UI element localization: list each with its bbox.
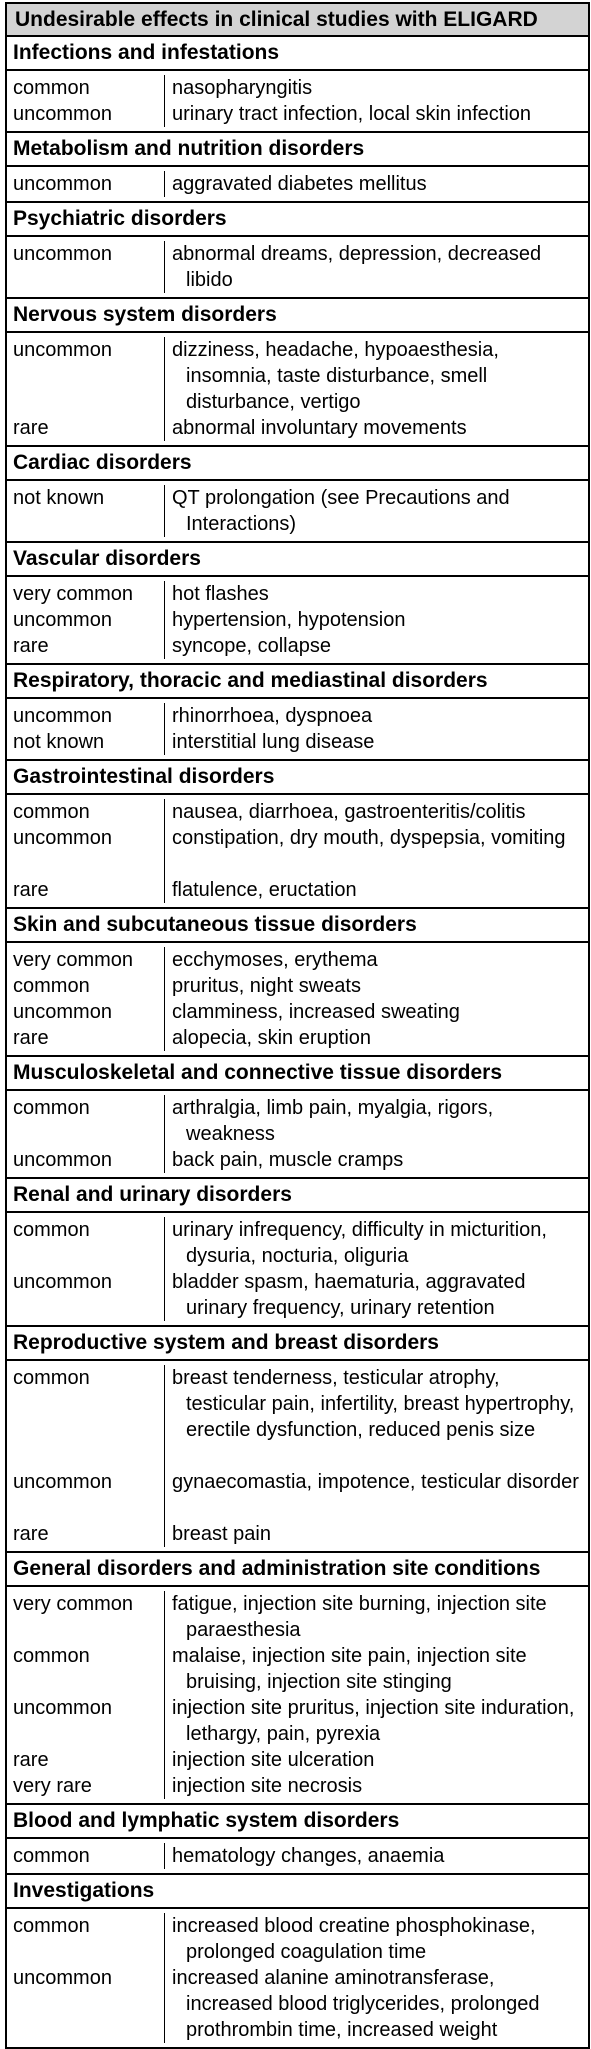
section-body <box>7 333 588 447</box>
effects-column <box>165 1217 588 1321</box>
effects-column <box>165 799 588 903</box>
effect-text: injection site necrosis <box>172 1775 363 1797</box>
section-body <box>7 1361 588 1553</box>
frequency-label: common <box>13 1367 90 1389</box>
section-heading: Musculoskeletal and connective tissue disorders <box>7 1057 588 1091</box>
frequency-label: not known <box>13 731 105 753</box>
section-body <box>7 71 588 133</box>
effect-text: bladder spasm, haematuria, aggravated urinary frequency, urinary retention <box>172 1271 526 1319</box>
frequency-column <box>7 485 165 537</box>
effects-column <box>165 75 588 127</box>
effects-column <box>165 1591 588 1799</box>
frequency-label: rare <box>13 635 49 657</box>
section-heading: Cardiac disorders <box>7 447 588 481</box>
frequency-label: uncommon <box>13 1149 112 1171</box>
frequency-label: very common <box>13 1593 134 1615</box>
effects-column <box>165 581 588 659</box>
section-heading: Nervous system disorders <box>7 299 588 333</box>
section-heading: Infections and infestations <box>7 37 588 71</box>
frequency-column <box>7 75 165 127</box>
sections-container <box>7 37 588 2047</box>
frequency-label: uncommon <box>13 339 112 361</box>
effect-text: interstitial lung disease <box>172 731 375 753</box>
section-heading: Gastrointestinal disorders <box>7 761 588 795</box>
section-body <box>7 943 588 1057</box>
effects-column <box>165 1095 588 1173</box>
section-body <box>7 795 588 909</box>
frequency-column <box>7 799 165 903</box>
frequency-label: very rare <box>13 1775 92 1797</box>
effect-text: pruritus, night sweats <box>172 975 361 997</box>
table-title: Undesirable effects in clinical studies with ELIGARD <box>7 4 588 37</box>
frequency-label: uncommon <box>13 827 112 849</box>
frequency-label: not known <box>13 487 105 509</box>
effect-text: breast tenderness, testicular atrophy, testicular pain, infertility, breast hypertrophy, erectile dysfunction, reduced penis size <box>172 1367 575 1441</box>
frequency-label: common <box>13 975 90 997</box>
frequency-label: uncommon <box>13 1967 112 1989</box>
section-body <box>7 699 588 761</box>
frequency-label: uncommon <box>13 243 112 265</box>
effect-text: breast pain <box>172 1523 271 1545</box>
frequency-column <box>7 171 165 197</box>
frequency-label: rare <box>13 417 49 439</box>
section-heading: Renal and urinary disorders <box>7 1179 588 1213</box>
section-heading: General disorders and administration site conditions <box>7 1553 588 1587</box>
effect-text: urinary tract infection, local skin infection <box>172 103 532 125</box>
section-heading: Respiratory, thoracic and mediastinal disorders <box>7 665 588 699</box>
frequency-label: common <box>13 1915 90 1937</box>
frequency-column <box>7 1365 165 1547</box>
section-heading: Blood and lymphatic system disorders <box>7 1805 588 1839</box>
frequency-label: uncommon <box>13 1001 112 1023</box>
frequency-label: uncommon <box>13 1471 112 1493</box>
effect-text: injection site pruritus, injection site induration, lethargy, pain, pyrexia <box>172 1697 575 1745</box>
effect-text: fatigue, injection site burning, injection site paraesthesia <box>172 1593 547 1641</box>
effects-column <box>165 1913 588 2043</box>
section-heading: Psychiatric disorders <box>7 203 588 237</box>
effect-text: hot flashes <box>172 583 269 605</box>
section-body <box>7 1909 588 2047</box>
section-body <box>7 167 588 203</box>
frequency-label: common <box>13 801 90 823</box>
section-heading: Reproductive system and breast disorders <box>7 1327 588 1361</box>
frequency-column <box>7 1913 165 2043</box>
effect-text: QT prolongation (see Precautions and Interactions) <box>172 487 510 535</box>
frequency-label: uncommon <box>13 705 112 727</box>
effects-column <box>165 947 588 1051</box>
frequency-label: rare <box>13 1027 49 1049</box>
effect-text: increased blood creatine phosphokinase, prolonged coagulation time <box>172 1915 536 1963</box>
frequency-column <box>7 1843 165 1869</box>
effects-column <box>165 171 588 197</box>
effect-text: ecchymoses, erythema <box>172 949 378 971</box>
frequency-column <box>7 337 165 441</box>
frequency-label: common <box>13 77 90 99</box>
effect-text: injection site ulceration <box>172 1749 375 1771</box>
frequency-label: common <box>13 1097 90 1119</box>
effect-text: malaise, injection site pain, injection site bruising, injection site stinging <box>172 1645 527 1693</box>
frequency-column <box>7 703 165 755</box>
frequency-label: common <box>13 1845 90 1867</box>
effects-column <box>165 485 588 537</box>
frequency-column <box>7 241 165 293</box>
section-body <box>7 1091 588 1179</box>
section-heading: Vascular disorders <box>7 543 588 577</box>
frequency-column <box>7 1217 165 1321</box>
effect-text: syncope, collapse <box>172 635 331 657</box>
section-heading: Skin and subcutaneous tissue disorders <box>7 909 588 943</box>
effect-text: hematology changes, anaemia <box>172 1845 445 1867</box>
effect-text: abnormal involuntary movements <box>172 417 467 439</box>
effect-text: urinary infrequency, difficulty in micturition, dysuria, nocturia, oliguria <box>172 1219 547 1267</box>
effect-text: clamminess, increased sweating <box>172 1001 460 1023</box>
effect-text: aggravated diabetes mellitus <box>172 173 427 195</box>
effects-column <box>165 1365 588 1547</box>
frequency-label: rare <box>13 1523 49 1545</box>
frequency-column <box>7 1095 165 1173</box>
frequency-label: common <box>13 1645 90 1667</box>
section-heading: Investigations <box>7 1875 588 1909</box>
effects-column <box>165 1843 588 1869</box>
frequency-column <box>7 947 165 1051</box>
frequency-label: uncommon <box>13 103 112 125</box>
frequency-column <box>7 581 165 659</box>
frequency-label: rare <box>13 879 49 901</box>
effect-text: rhinorrhoea, dyspnoea <box>172 705 373 727</box>
effect-text: arthralgia, limb pain, myalgia, rigors, weakness <box>172 1097 494 1145</box>
effect-text: nausea, diarrhoea, gastroenteritis/colitis <box>172 801 526 823</box>
effects-column <box>165 337 588 441</box>
section-body <box>7 237 588 299</box>
frequency-column <box>7 1591 165 1799</box>
section-body <box>7 1839 588 1875</box>
section-body <box>7 481 588 543</box>
effect-text: increased alanine aminotransferase, increased blood triglycerides, prolonged prothrombin time, increased weight <box>172 1967 540 2041</box>
effect-text: abnormal dreams, depression, decreased libido <box>172 243 542 291</box>
frequency-label: uncommon <box>13 1271 112 1293</box>
effect-text: hypertension, hypotension <box>172 609 406 631</box>
section-body <box>7 577 588 665</box>
frequency-label: uncommon <box>13 1697 112 1719</box>
effect-text: nasopharyngitis <box>172 77 313 99</box>
frequency-label: uncommon <box>13 173 112 195</box>
effect-text: constipation, dry mouth, dyspepsia, vomiting <box>172 827 566 849</box>
effect-text: flatulence, eructation <box>172 879 357 901</box>
section-body <box>7 1587 588 1805</box>
section-body <box>7 1213 588 1327</box>
effect-text: alopecia, skin eruption <box>172 1027 372 1049</box>
frequency-label: uncommon <box>13 609 112 631</box>
frequency-label: common <box>13 1219 90 1241</box>
frequency-label: very common <box>13 583 134 605</box>
effects-column <box>165 703 588 755</box>
adverse-effects-table <box>5 2 590 2049</box>
effect-text: dizziness, headache, hypoaesthesia, insomnia, taste disturbance, smell disturbance, vertigo <box>172 339 499 413</box>
effect-text: gynaecomastia, impotence, testicular disorder <box>172 1471 579 1493</box>
effect-text: back pain, muscle cramps <box>172 1149 404 1171</box>
effects-column <box>165 241 588 293</box>
section-heading: Metabolism and nutrition disorders <box>7 133 588 167</box>
frequency-label: rare <box>13 1749 49 1771</box>
frequency-label: very common <box>13 949 134 971</box>
